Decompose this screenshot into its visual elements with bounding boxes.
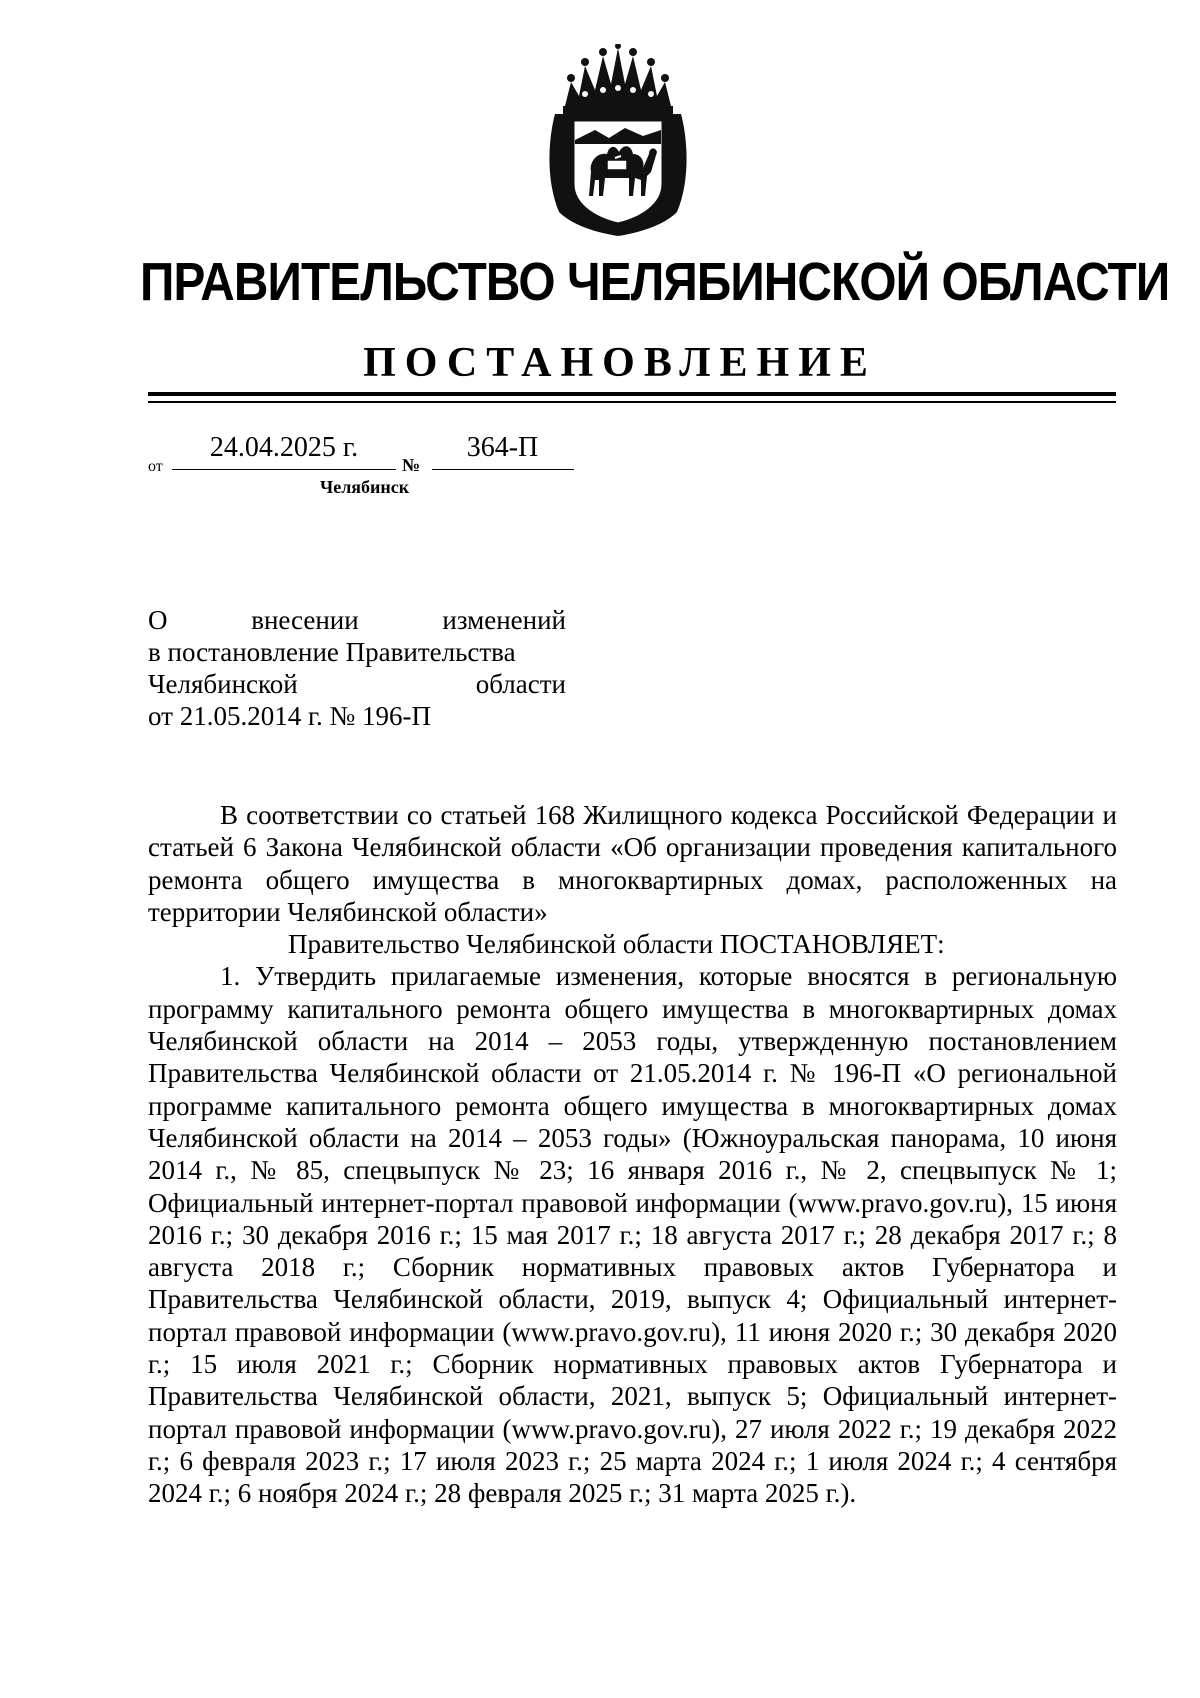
date-underline: [172, 469, 396, 470]
subject-line: [148, 668, 566, 700]
header-rule-thin: [148, 401, 1116, 403]
document-body: [148, 799, 1117, 1510]
resolution-line: Правительство Челябинской области ПОСТАНОВЛЯЕТ:: [288, 929, 945, 960]
item-1-paragraph: 1. Утвердить прилагаемые изменения, которые вносятся в региональную программу капитального ремонта общего имущества в многоквартирных домах Челябинской области на 2014 – 2053 годы, утвержденную постановлением Правительства Челябинской области от 21.05.2014 г. № 196-П «О региональной программе капитального ремонта общего имущества в многоквартирных домах Челябинской области на 2014 – 2053 годы» (Южноуральская панорама, 10 июня 2014 г., № 85, спецвыпуск № 23; 16 января 2016 г., № 2, спецвыпуск № 1; Официальный интернет-портал правовой информации (www.pravo.gov.ru), 15 июня 2016 г.; 30 декабря 2016 г.; 15 мая 2017 г.; 18 августа 2017 г.; 28 декабря 2017 г.; 8 августа 2018 г.; Сборник нормативных правовых актов Губернатора и Правительства Челябинской области, 2019, выпуск 4; Официальный интернет-портал правовой информации (www.pravo.gov.ru), 11 июня 2020 г.; 30 декабря 2020 г.; 15 июля 2021 г.; Сборник нормативных правовых актов Губернатора и Правительства Челябинской области, 2021, выпуск 5; Официальный интернет-портал правовой информации (www.pravo.gov.ru), 27 июля 2022 г.; 19 декабря 2022 г.; 6 февраля 2023 г.; 17 июля 2023 г.; 25 марта 2024 г.; 1 июля 2024 г.; 4 сентября 2024 г.; 6 ноября 2024 г.; 28 февраля 2025 г.; 31 марта 2025 г.).: [148, 961, 1117, 1509]
document-type: ПОСТАНОВЛЕНИЕ: [363, 340, 877, 386]
date-prefix: от: [148, 458, 163, 475]
subject-line: от 21.05.2014 г. № 196-П: [148, 701, 431, 731]
government-title: ПРАВИТЕЛЬСТВО ЧЕЛЯБИНСКОЙ ОБЛАСТИ: [140, 252, 1170, 312]
document-city: Челябинск: [320, 477, 410, 497]
subject-word: Челябинской: [148, 669, 298, 699]
subject-word: изменений: [442, 605, 566, 635]
document-number: 364-П: [466, 432, 539, 463]
subject-word: О: [148, 605, 168, 635]
chelyabinsk-coat-of-arms-icon: [545, 44, 691, 236]
number-underline: [432, 469, 574, 470]
document-subject: [148, 604, 566, 732]
subject-word: области: [475, 669, 566, 699]
subject-word: внесении: [251, 605, 359, 635]
subject-line: в постановление Правительства: [148, 637, 516, 667]
preamble-paragraph: В соответствии со статьей 168 Жилищного кодекса Российской Федерации и статьей 6 Закона Челябинской области «Об организации проведения капитального ремонта общего имущества в многоквартирных домах, расположенных на территории Челябинской области»: [148, 800, 1117, 927]
number-prefix: №: [402, 455, 421, 475]
subject-line: [148, 604, 566, 636]
document-date: 24.04.2025 г.: [209, 432, 359, 463]
header-rule-thick: [148, 392, 1116, 396]
